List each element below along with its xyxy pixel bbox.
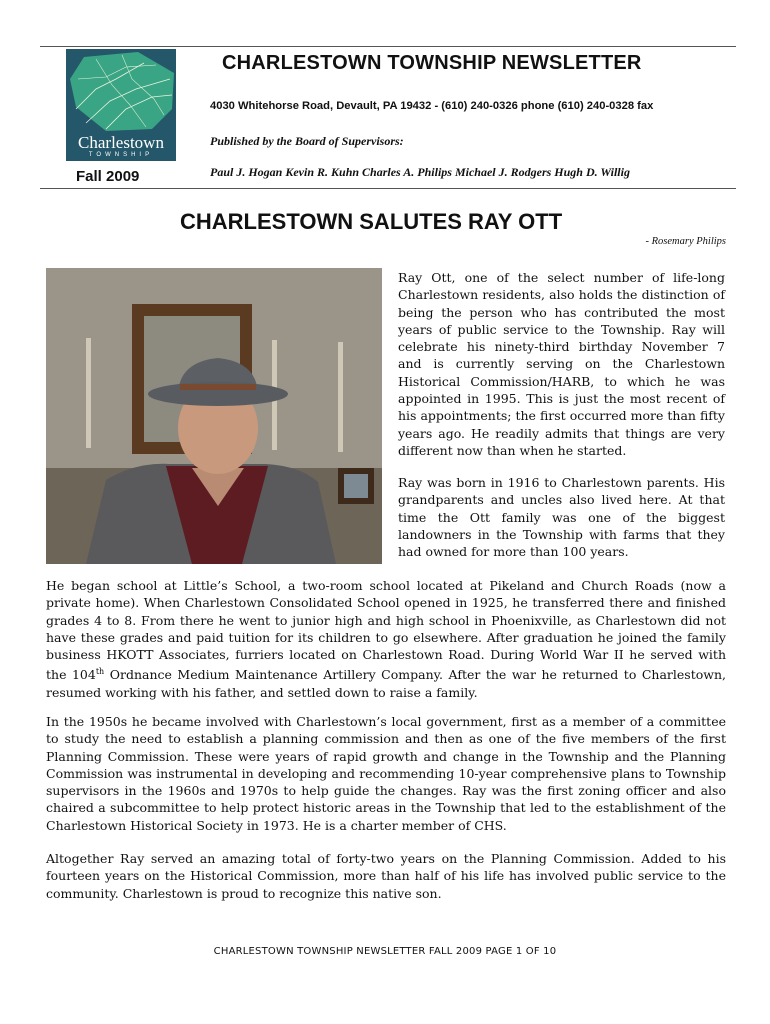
article-paragraph: Ray Ott, one of the select number of life-long Charlestown residents, also holds the distinction of being the person who has contributed the most years of public service to the Township. Ray will celebrate his ninety-third birthday November 7 and is currently serving on the Charlestown Historical Commission/HARB, to which he was appointed in 1995. This is just the most recent of his appointments; the first occurred more than fifty years ago. He readily admits that things are very different now than when he started. (398, 270, 725, 458)
page-footer: CHARLESTOWN TOWNSHIP NEWSLETTER FALL 2009 PAGE 1 OF 10 (213, 946, 557, 957)
issue-season: Fall 2009 (76, 168, 140, 185)
publisher-line: Published by the Board of Supervisors: (210, 134, 404, 148)
portrait-photo (46, 268, 382, 564)
logo-subtitle: TOWNSHIP (88, 152, 154, 158)
article-paragraph: Ray was born in 1916 to Charlestown parents. His grandparents and uncles also lived here. At that time the Ott family was one of the biggest landowners in the Township with farms that they had owned for more than 100 years. (398, 475, 725, 560)
logo-name: Charlestown (78, 133, 164, 152)
paragraph-text: Ordnance Medium Maintenance Artillery Company. After the war he returned to Charlestown, resumed working with his father, and settled down to raise a family. (46, 667, 726, 700)
township-map-icon (66, 49, 176, 133)
ordinal-suffix: th (95, 667, 105, 677)
newsletter-title: CHARLESTOWN TOWNSHIP NEWSLETTER (222, 52, 642, 74)
newsletter-address: 4030 Whitehorse Road, Devault, PA 19432 - (610) 240-0326 phone (610) 240-0328 fax (210, 100, 654, 112)
paragraph-text: He began school at Little’s School, a two-room school located at Pikeland and Church Roads (now a private home). When Charlestown Consolidated School opened in 1925, he transferred there and finished grades 4 to 8. From there he went to junior high and high school in Phoenixville, as Charlestown did not have these grades and paid tuition for its children to go elsewhere. After graduation he joined the family business HKOTT Associates, furriers located on Charlestown Road. During World War II he served with the 104 (46, 578, 726, 683)
top-rule (40, 46, 736, 47)
masthead-rule (40, 188, 736, 189)
article-headline: CHARLESTOWN SALUTES RAY OTT (180, 209, 563, 234)
article-byline: - Rosemary Philips (645, 236, 726, 247)
township-logo (66, 49, 176, 161)
article-paragraph: In the 1950s he became involved with Charlestown’s local government, first as a member of a committee to study the need to establish a planning commission and then as one of the five members of the first Planning Commission. These were years of rapid growth and change in the Township and the Planning Commission was instrumental in developing and recommending 10-year comprehensive plans to Township supervisors in the 1960s and 1970s to help guide the changes. Ray was the first zoning officer and also chaired a subcommittee to help protect historic areas in the Township that led to the establishment of the Charlestown Historical Society in 1973. He is a charter member of CHS. (46, 714, 726, 833)
article-paragraph: Altogether Ray served an amazing total of forty-two years on the Planning Commission. Added to his fourteen years on the Historical Commission, more than half of his life has involved public service to the community. Charlestown is proud to recognize this native son. (46, 851, 726, 901)
article-paragraph (46, 577, 726, 701)
board-members: Paul J. Hogan Kevin R. Kuhn Charles A. Philips Michael J. Rodgers Hugh D. Willig (210, 165, 630, 179)
